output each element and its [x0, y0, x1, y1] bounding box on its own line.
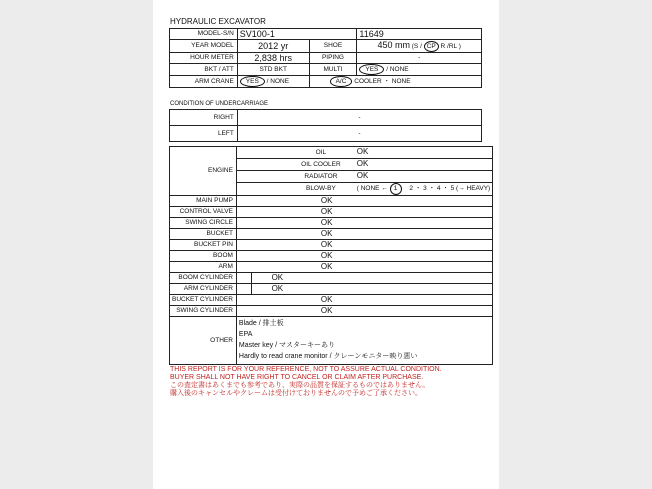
serial-number: 11649	[357, 29, 482, 40]
component-row	[170, 196, 493, 207]
info-table	[169, 28, 482, 88]
component-label: ARM	[170, 262, 237, 273]
left-label: LEFT	[170, 126, 238, 142]
component-value: OK	[251, 284, 493, 295]
cooler-rest: COOLER ・ NONE	[354, 78, 411, 85]
model-label: MODEL-S/N	[170, 29, 238, 40]
component-label: ARM CYLINDER	[170, 284, 237, 295]
oil-value: OK	[356, 147, 369, 156]
other-label: OTHER	[170, 317, 237, 365]
arm-crane-sep: /	[266, 78, 269, 85]
cooler-selected: A/C	[330, 76, 353, 87]
hour-label: HOUR METER	[170, 53, 238, 64]
arm-crane-other: NONE	[270, 78, 290, 85]
component-label: BUCKET PIN	[170, 240, 237, 251]
component-value: OK	[236, 207, 492, 218]
blowby-none: ( NONE ←	[356, 185, 388, 192]
engine-label: ENGINE	[170, 147, 237, 196]
component-row	[170, 273, 493, 284]
undercarriage-title: CONDITION OF UNDERCARRIAGE	[170, 101, 269, 107]
shoe-opt-open: (S /	[411, 43, 422, 50]
bkt-label: BKT / ATT	[170, 64, 238, 76]
report-title: HYDRAULIC EXCAVATOR	[170, 17, 266, 26]
component-label: BUCKET CYLINDER	[170, 295, 237, 306]
component-row	[170, 306, 493, 317]
component-row	[170, 262, 493, 273]
oil-cooler-value: OK	[356, 159, 369, 168]
other-note: Master key / マスターキーあり	[238, 342, 335, 349]
component-value: OK	[236, 240, 492, 251]
disclaimer-line: 購入後のキャンセルやクレームは受付けておりませんので予めご了承ください。	[170, 390, 422, 397]
shoe-opt-selected: CP	[424, 41, 439, 52]
component-row	[170, 229, 493, 240]
component-row	[170, 284, 493, 295]
component-value: OK	[236, 262, 492, 273]
multi-selected: YES	[359, 64, 384, 75]
other-notes	[236, 317, 492, 365]
arm-crane-field	[237, 76, 309, 88]
component-label: MAIN PUMP	[170, 196, 237, 207]
inspection-table	[169, 146, 493, 365]
report-sheet	[153, 0, 499, 489]
component-label: BOOM	[170, 251, 237, 262]
cooler-field	[309, 76, 481, 88]
undercarriage-table	[169, 109, 482, 142]
component-label: CONTROL VALVE	[170, 207, 237, 218]
component-label: BUCKET	[170, 229, 237, 240]
multi-other: NONE	[389, 66, 409, 73]
cylinder-spacer	[236, 284, 251, 295]
component-value: OK	[236, 295, 492, 306]
component-label: BOOM CYLINDER	[170, 273, 237, 284]
oil-label: OIL	[315, 149, 327, 156]
disclaimer-line: この査定書はあくまでも参考であり、実際の品質を保証するものではありません。	[170, 382, 430, 389]
oil-cooler-label: OIL COOLER	[301, 161, 341, 168]
engine-radiator-row	[236, 171, 492, 183]
shoe-value: 450 mm	[377, 40, 410, 50]
other-note: Hardly to read crane monitor / クレーンモニター映り悪い	[238, 353, 418, 360]
bkt-value: STD BKT	[237, 64, 309, 76]
disclaimer	[170, 366, 442, 398]
piping-label: PIPING	[309, 53, 357, 64]
component-value: OK	[236, 218, 492, 229]
component-row	[170, 251, 493, 262]
multi-label: MULTI	[309, 64, 357, 76]
model-value: SV100-1	[237, 29, 357, 40]
disclaimer-line: THIS REPORT IS FOR YOUR REFERENCE, NOT TO ASSURE ACTUAL CONDITION.	[170, 366, 442, 373]
year-value: 2012 yr	[237, 40, 309, 53]
component-row	[170, 240, 493, 251]
component-value: OK	[251, 273, 493, 284]
hour-value: 2,838 hrs	[237, 53, 309, 64]
component-row	[170, 207, 493, 218]
component-label: SWING CIRCLE	[170, 218, 237, 229]
component-value: OK	[236, 306, 492, 317]
multi-field	[357, 64, 482, 76]
engine-oil-row	[236, 147, 492, 159]
disclaimer-line: BUYER SHALL NOT HAVE RIGHT TO CANCEL OR CLAIM AFTER PURCHASE.	[170, 374, 424, 381]
piping-value: -	[357, 53, 482, 64]
blowby-selected: 1	[390, 183, 402, 195]
radiator-label: RADIATOR	[304, 173, 338, 180]
component-row	[170, 295, 493, 306]
arm-crane-selected: YES	[240, 76, 265, 87]
year-label: YEAR MODEL	[170, 40, 238, 53]
other-note: EPA	[238, 331, 253, 338]
component-row	[170, 218, 493, 229]
other-note: Blade / 排土板	[238, 320, 284, 327]
engine-oil-cooler-row	[236, 159, 492, 171]
component-value: OK	[236, 251, 492, 262]
radiator-value: OK	[356, 171, 369, 180]
blowby-label: BLOW-BY	[305, 185, 336, 192]
left-value: -	[237, 126, 481, 142]
component-value: OK	[236, 196, 492, 207]
component-value: OK	[236, 229, 492, 240]
arm-crane-label: ARM CRANE	[170, 76, 238, 88]
right-value: -	[237, 110, 481, 126]
blowby-rest: 2 ・ 3 ・ 4 ・ 5 (→ HEAVY)	[409, 185, 491, 192]
shoe-field	[357, 40, 482, 53]
right-label: RIGHT	[170, 110, 238, 126]
shoe-label: SHOE	[309, 40, 357, 53]
component-label: SWING CYLINDER	[170, 306, 237, 317]
shoe-opt-close: R /RL )	[440, 43, 461, 50]
engine-blowby-row	[236, 183, 492, 196]
cylinder-spacer	[236, 273, 251, 284]
multi-sep: /	[386, 66, 388, 73]
